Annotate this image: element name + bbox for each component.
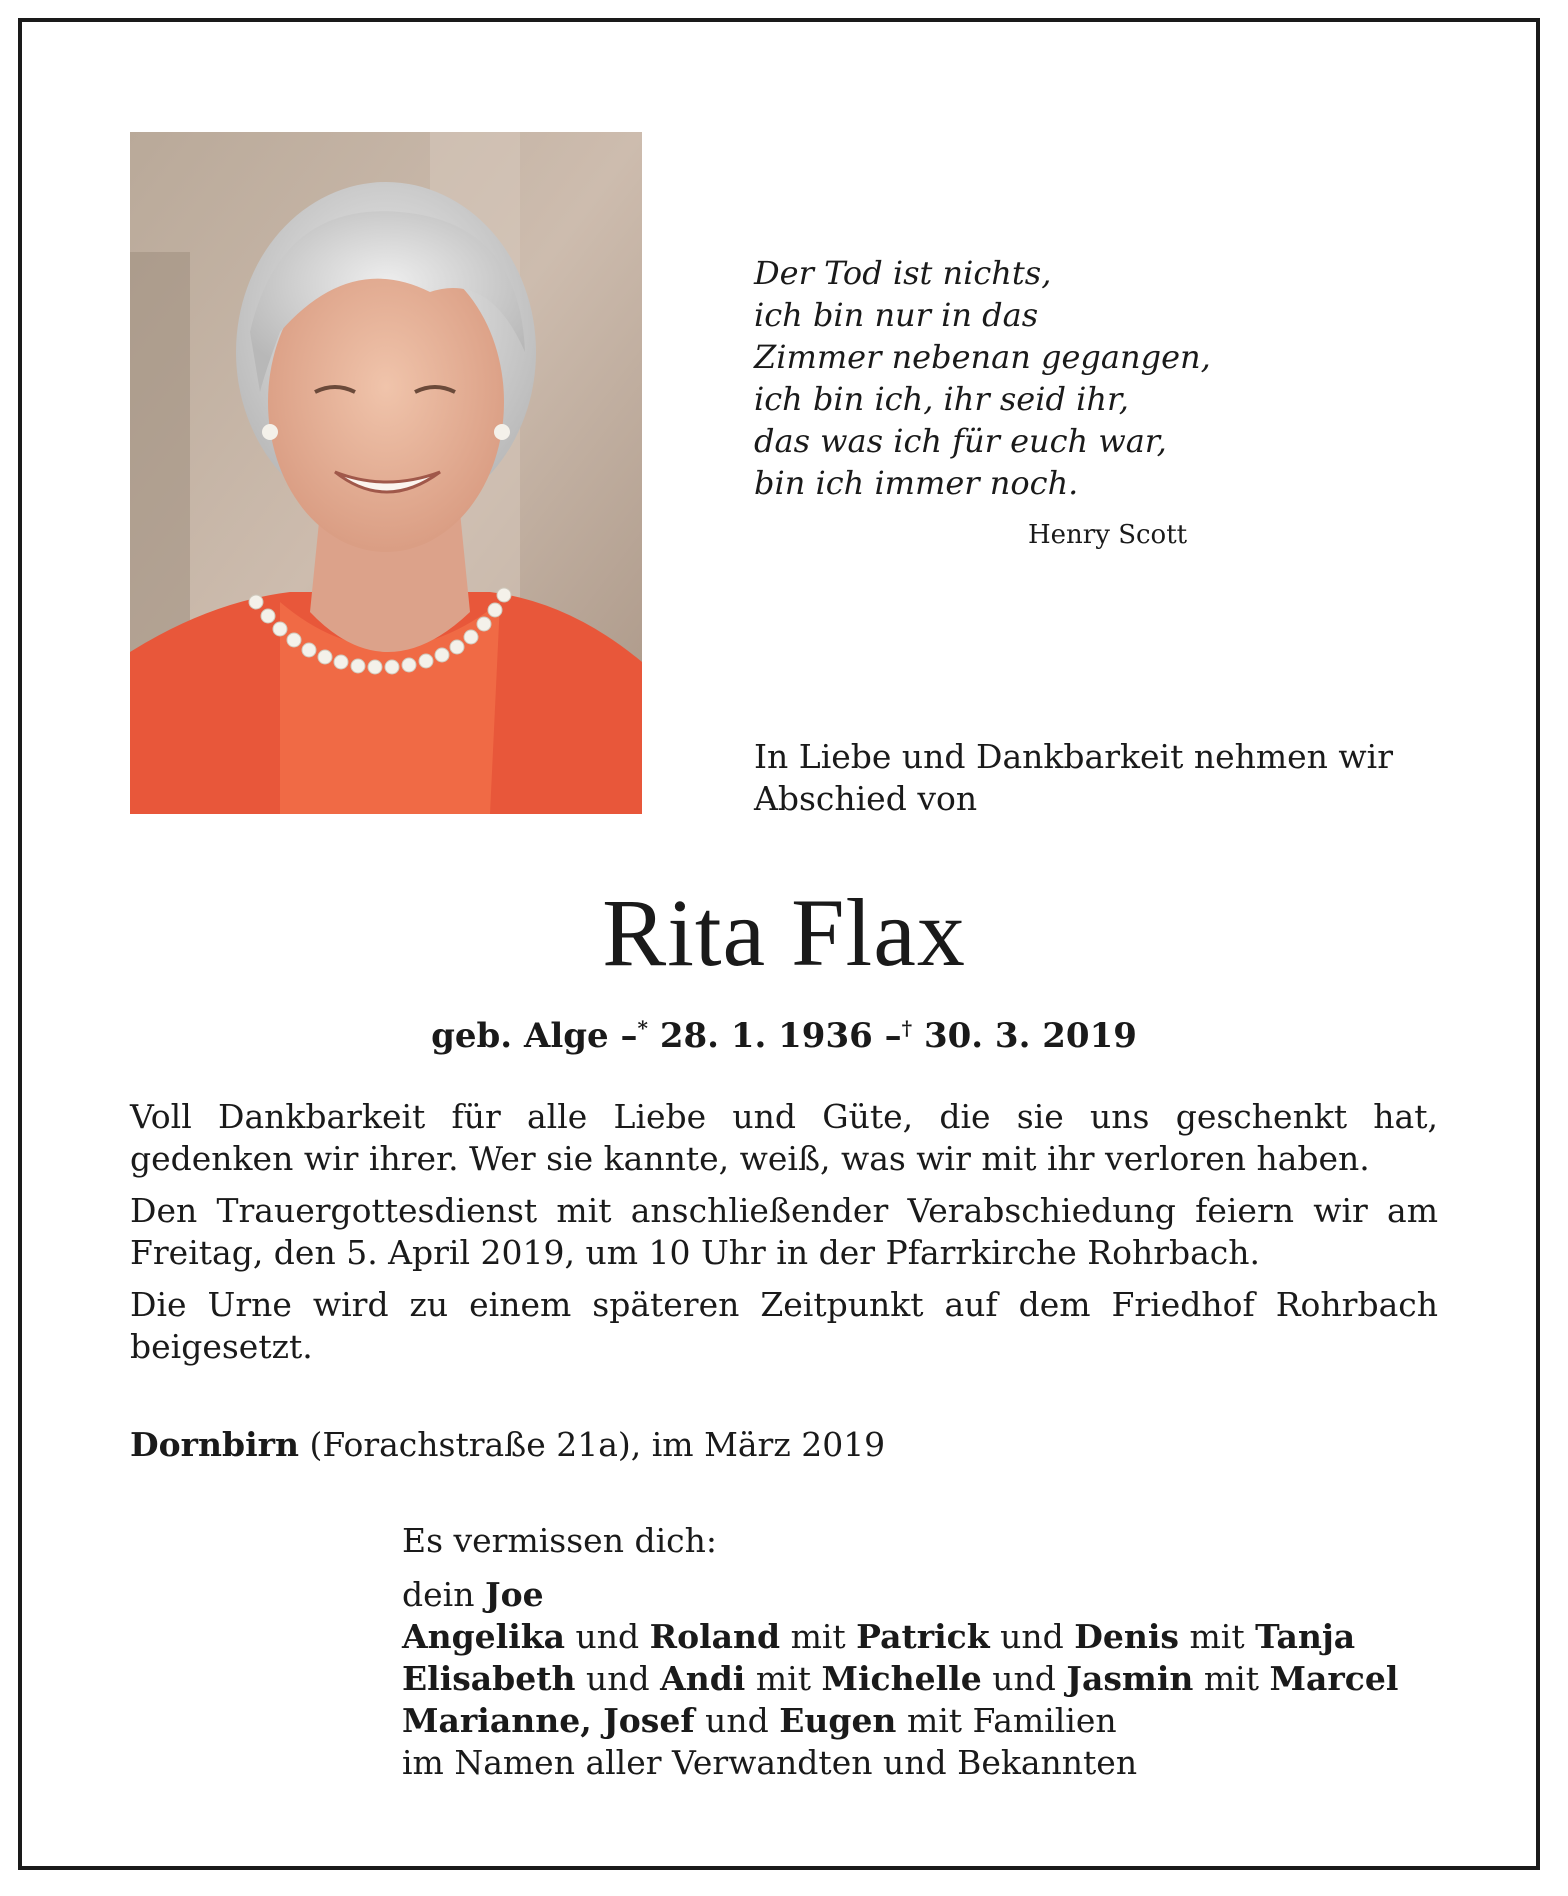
mourner-line [402, 1700, 1462, 1742]
paragraph-gratitude: Voll Dankbarkeit für alle Liebe und Güte, die sie uns geschenkt hat, gedenken wir ihrer. Wer sie kannte, weiß, was wir mit ihr verloren haben. [130, 1097, 1438, 1178]
word: mit [790, 1617, 846, 1656]
life-dates [0, 1006, 1568, 1058]
word: und [705, 1701, 769, 1740]
mourner-name: Eugen [779, 1701, 897, 1740]
word: dein [402, 1575, 475, 1614]
mourner-name: Tanja [1255, 1617, 1356, 1656]
place-city: Dornbirn [130, 1425, 299, 1464]
death-date: 30. 3. 2019 [923, 1016, 1137, 1056]
maiden-name: geb. Alge [431, 1016, 609, 1056]
mourner-name: Jasmin [1066, 1659, 1194, 1698]
dash: – [620, 1016, 638, 1056]
mourner-name: Marcel [1269, 1659, 1399, 1698]
mourner-name: Elisabeth [402, 1659, 576, 1698]
mourner-name: Roland [649, 1617, 781, 1656]
dash: – [884, 1016, 902, 1056]
birth-symbol: * [637, 1016, 648, 1040]
poem-line: bin ich immer noch. [754, 464, 1079, 502]
mourner-name: Angelika [402, 1617, 565, 1656]
mourner-name: Denis [1074, 1617, 1179, 1656]
mourner-name: Andi [660, 1659, 746, 1698]
poem-line: Zimmer nebenan gegangen, [754, 338, 1211, 376]
intro-line: In Liebe und Dankbarkeit nehmen wir [754, 737, 1394, 776]
mourner-name: Marianne, Josef [402, 1701, 695, 1740]
word: und [1000, 1617, 1064, 1656]
poem-author: Henry Scott [1028, 520, 1188, 550]
mourners-heading: Es vermissen dich: [402, 1521, 717, 1560]
place-date [130, 1424, 885, 1466]
intro-line: Abschied von [754, 779, 978, 818]
place-rest: (Forachstraße 21a), im März 2019 [309, 1425, 886, 1464]
intro-text [754, 736, 1444, 820]
portrait-illustration [130, 132, 642, 814]
deceased-name: Rita Flax [602, 879, 966, 986]
poem-line: Der Tod ist nichts, [754, 254, 1052, 292]
mourner-line [402, 1658, 1462, 1700]
word: und [575, 1617, 640, 1656]
word: mit [1203, 1659, 1259, 1698]
death-symbol: † [901, 1016, 913, 1040]
word: und [992, 1659, 1056, 1698]
portrait-photo [130, 132, 642, 814]
mourners [402, 1520, 1462, 1784]
mourner-line [402, 1574, 1462, 1616]
mourner-line [402, 1616, 1462, 1658]
birth-date: 28. 1. 1936 [659, 1016, 873, 1056]
word: und [586, 1659, 650, 1698]
mourner-closing: im Namen aller Verwandten und Bekannten [402, 1743, 1138, 1782]
word: mit [1189, 1617, 1245, 1656]
word: mit Familien [906, 1701, 1117, 1740]
poem-line: das was ich für euch war, [754, 422, 1167, 460]
mourner-name: Joe [484, 1575, 544, 1614]
paragraph-urn: Die Urne wird zu einem späteren Zeitpunkt auf dem Friedhof Rohrbach beigesetzt. [130, 1285, 1438, 1366]
poem-line: ich bin ich, ihr seid ihr, [754, 380, 1129, 418]
paragraph-service: Den Trauergottesdienst mit anschließender Verabschiedung feiern wir am Freitag, den 5. April 2019, um 10 Uhr in der Pfarrkirche Rohrbach. [130, 1191, 1438, 1272]
body-text [130, 1096, 1438, 1378]
mourner-name: Patrick [856, 1617, 990, 1656]
poem [754, 252, 1314, 504]
poem-line: ich bin nur in das [754, 296, 1039, 334]
word: mit [755, 1659, 811, 1698]
mourner-name: Michelle [821, 1659, 982, 1698]
